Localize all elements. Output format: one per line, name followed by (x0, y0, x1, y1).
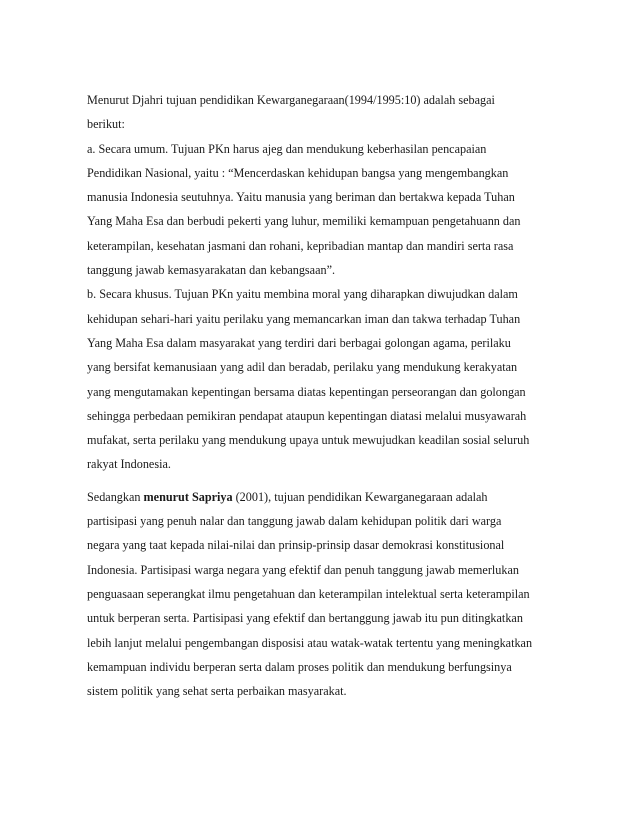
text-line: Yang Maha Esa dalam masyarakat yang terdiri dari berbagai golongan agama, perilaku (87, 335, 511, 350)
paragraph-djahri (87, 88, 557, 477)
text-line: untuk berperan serta. Partisipasi yang efektif dan bertanggung jawab itu pun ditingkatkan (87, 611, 523, 626)
text-line: tanggung jawab kemasyarakatan dan kebangsaan”. (87, 263, 336, 278)
text-line: lebih lanjut melalui pengembangan disposisi atau watak-watak tertentu yang meningkatkan (87, 635, 533, 650)
text-line: manusia Indonesia seutuhnya. Yaitu manusia yang beriman dan bertakwa kepada Tuhan (87, 190, 515, 205)
text-line: mufakat, serta perilaku yang mendukung upaya untuk mewujudkan keadilan sosial seluruh (87, 433, 530, 448)
text-line: b. Secara khusus. Tujuan PKn yaitu membina moral yang diharapkan diwujudkan dalam (87, 287, 518, 302)
text-suffix: (2001), tujuan pendidikan Kewarganegaraan adalah (232, 489, 488, 504)
text-line: negara yang taat kepada nilai-nilai dan prinsip-prinsip dasar demokrasi konstitusional (87, 538, 505, 553)
text-line: rakyat Indonesia. (87, 457, 171, 472)
document-body (87, 88, 557, 703)
text-line: a. Secara umum. Tujuan PKn harus ajeg dan mendukung keberhasilan pencapaian (87, 141, 487, 156)
text-line: Yang Maha Esa dan berbudi pekerti yang luhur, memiliki kemampuan pengetahuann dan (87, 214, 521, 229)
paragraph-sapriya (87, 485, 557, 704)
text-line: yang mengutamakan kepentingan bersama diatas kepentingan perseorangan dan golongan (87, 384, 526, 399)
text-line: keterampilan, kesehatan jasmani dan rohani, kepribadian mantap dan mandiri serta rasa (87, 238, 514, 253)
bold-citation: menurut Sapriya (143, 489, 233, 504)
text-line: sehingga perbedaan pemikiran pendapat ataupun kepentingan diatasi melalui musyawarah (87, 408, 527, 423)
text-line: sistem politik yang sehat serta perbaikan masyarakat. (87, 684, 347, 699)
text-line: penguasaan seperangkat ilmu pengetahuan dan keterampilan intelektual serta keterampilan (87, 586, 530, 601)
text-line: Pendidikan Nasional, yaitu : “Mencerdaskan kehidupan bangsa yang mengembangkan (87, 165, 509, 180)
text-line: partisipasi yang penuh nalar dan tanggung jawab dalam kehidupan politik dari warga (87, 514, 502, 529)
text-line-first (87, 485, 557, 509)
text-line: yang bersifat kemanusiaan yang adil dan beradab, perilaku yang mendukung kerakyatan (87, 360, 518, 375)
text-line: Indonesia. Partisipasi warga negara yang efektif dan penuh tanggung jawab memerlukan (87, 562, 519, 577)
text-line: kemampuan individu berperan serta dalam proses politik dan mendukung berfungsinya (87, 659, 512, 674)
text-line: kehidupan sehari-hari yaitu perilaku yang memancarkan iman dan takwa terhadap Tuhan (87, 311, 521, 326)
text-prefix: Sedangkan (87, 489, 144, 504)
text-line: Menurut Djahri tujuan pendidikan Kewarganegaraan(1994/1995:10) adalah sebagai (87, 93, 495, 107)
text-line: berikut: (87, 117, 125, 132)
